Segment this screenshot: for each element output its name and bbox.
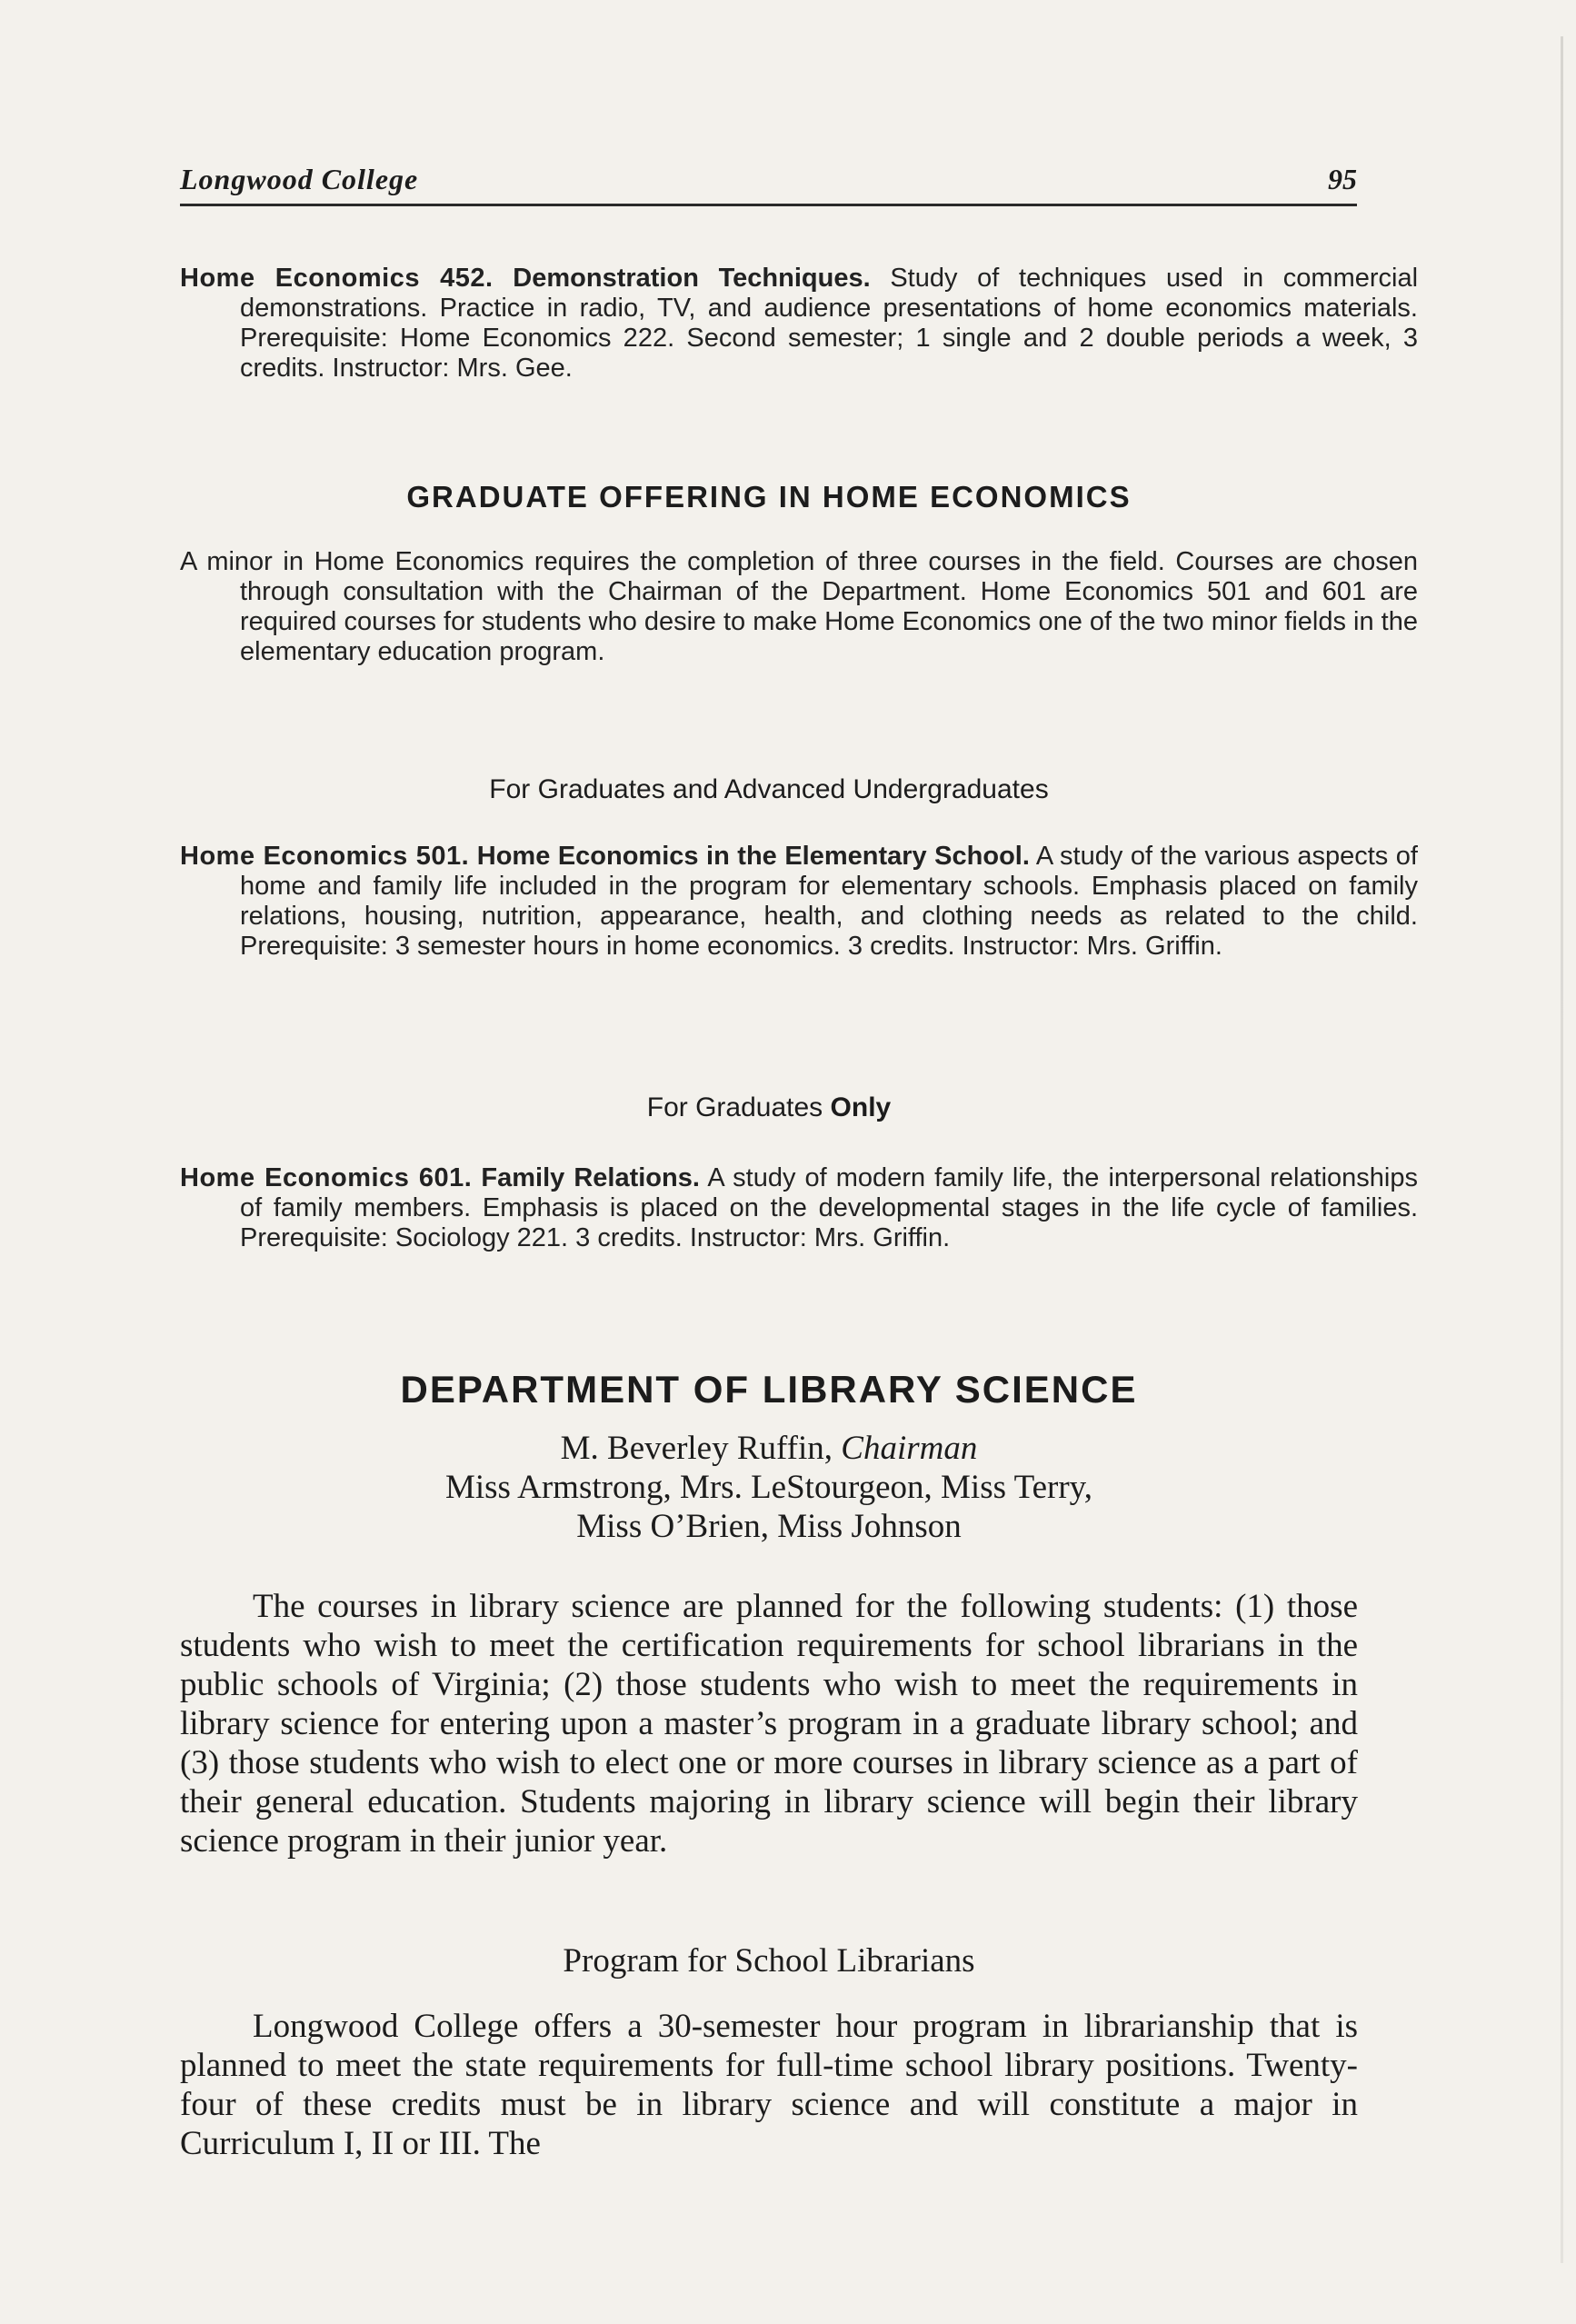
course-601-description: A study of modern family life, the interpersonal relationships of family members. Emphasis is placed on the developmental stages in the life cycle of families. Prerequisite: Sociology 221. 3 credits. Instructor: Mrs. Griffin. <box>240 1163 1419 1252</box>
graduate-offering-heading: GRADUATE OFFERING IN HOME ECONOMICS <box>406 480 1132 514</box>
page-header <box>180 153 1357 206</box>
course-452-title: Demonstration Techniques. <box>513 264 871 293</box>
college-name: Longwood College <box>180 163 419 195</box>
chairman-title: Chairman <box>841 1430 978 1467</box>
course-501-code: Home Economics 501. <box>180 842 470 871</box>
course-601-code: Home Economics 601. <box>180 1163 473 1192</box>
course-601-entry <box>180 1163 1418 1253</box>
graduate-offering-text: A minor in Home Economics requires the completion of three courses in the field. Courses are chosen through consultation with the Chairman of the Department. Home Economics 501 and 601 are required courses for students who desire to make Home Economics one of the two minor fields in the elementary education program. <box>180 547 1418 666</box>
staff-line-2: Miss O’Brien, Miss Johnson <box>576 1508 962 1545</box>
course-601-title: Family Relations. <box>481 1163 700 1192</box>
program-heading: Program for School Librarians <box>563 1942 975 1980</box>
course-452-entry <box>180 264 1418 384</box>
scan-edge-shadow <box>1561 36 1563 2263</box>
library-science-staff <box>180 1429 1358 1546</box>
staff-line-1: Miss Armstrong, Mrs. LeStourgeon, Miss Terry, <box>444 1469 1093 1506</box>
page-number: 95 <box>1328 163 1357 195</box>
course-452-description: Study of techniques used in commercial demonstrations. Practice in radio, TV, and audience presentations of home economics materials. Prerequisite: Home Economics 222. Second semester; 1 single and 2 double periods a week, 3 credits. Instructor: Mrs. Gee. <box>240 264 1419 383</box>
program-text: Longwood College offers a 30-semester hour program in librarianship that is planned to meet the state requirements for full-time school library positions. Twenty-four of these credits must be in library science and will constitute a major in Curriculum I, II or III. The <box>180 2008 1358 2162</box>
graduates-only-heading <box>180 1092 1358 1123</box>
course-501-title: Home Economics in the Elementary School. <box>476 842 1030 871</box>
library-science-intro: The courses in library science are planned for the following students: (1) those students who wish to meet the certification requirements for school librarians in the public schools of Virginia; (2) those students who wish to meet the requirements in library science for entering upon a master’s program in a graduate library school; and (3) those students who wish to elect one or more courses in library science as a part of their general education. Students majoring in library science will begin their library science program in their junior year. <box>180 1588 1358 1860</box>
course-452-code: Home Economics 452. <box>180 264 494 293</box>
chairman-name: M. Beverley Ruffin, <box>560 1430 833 1467</box>
chairman-line <box>180 1429 1358 1468</box>
course-501-description: A study of the various aspects of home and family life included in the program for elementary schools. Emphasis placed on family relations, housing, nutrition, appearance, health, and clothing needs as related to the child. Prerequisite: 3 semester hours in home economics. 3 credits. Instructor: Mrs. Griffin. <box>240 842 1418 961</box>
library-science-heading: DEPARTMENT OF LIBRARY SCIENCE <box>400 1368 1138 1411</box>
advanced-undergraduates-heading: For Graduates and Advanced Undergraduates <box>489 774 1049 804</box>
course-501-entry <box>180 842 1418 962</box>
graduates-only-suffix: Only <box>830 1092 892 1122</box>
graduates-only-prefix: For Graduates <box>646 1092 823 1122</box>
